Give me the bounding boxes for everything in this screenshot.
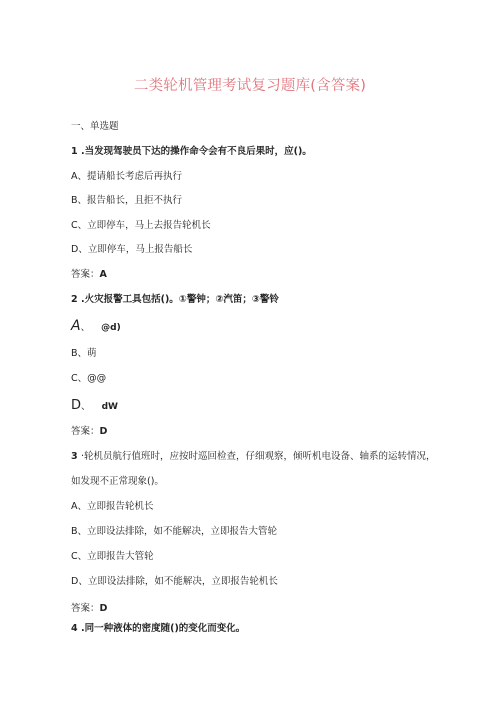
option-c: C、@@ xyxy=(71,373,107,384)
question-number: 2 xyxy=(71,294,78,305)
option-b: B、报告船长，且拒不执行 xyxy=(71,195,183,206)
question-number: 1 xyxy=(71,146,78,157)
document-title: 二类轮机管理考试复习题库(含答案) xyxy=(133,78,367,94)
section-heading: 一、单选题 xyxy=(71,121,119,132)
answer-1 xyxy=(71,269,107,281)
option-c: C、立即停车，马上去报告轮机长 xyxy=(71,220,211,231)
question-3-continued: 如发现不正常现象()。 xyxy=(71,476,164,487)
question-text: .火灾报警工具包括()。①警钟；②汽笛；③警铃 xyxy=(81,294,279,305)
answer-label: 答案： xyxy=(71,603,100,614)
answer-value: D xyxy=(99,603,108,614)
question-2 xyxy=(71,294,279,306)
option-d xyxy=(71,400,118,413)
question-4 xyxy=(71,623,245,635)
answer-label: 答案： xyxy=(71,426,100,437)
answer-2 xyxy=(71,426,107,438)
option-c: C、立即报告大管轮 xyxy=(71,551,154,562)
question-text: .当发现驾驶员下达的操作命令会有不良后果时，应()。 xyxy=(81,146,312,157)
question-3 xyxy=(71,451,436,463)
question-number: 3 xyxy=(71,451,78,462)
option-d: D、立即设法排除，如不能解决，立即报告轮机长 xyxy=(71,576,278,587)
option-a: A、提请船长考虑后再执行 xyxy=(71,171,182,182)
option-b: B、萌 xyxy=(71,348,97,359)
answer-value: D xyxy=(99,426,108,437)
question-text: ·轮机员航行值班时，应按时巡回检查，仔细观察，倾听机电设备、轴系的运转情况， xyxy=(81,451,436,462)
option-a xyxy=(71,320,121,334)
option-text: dW xyxy=(101,402,118,412)
question-1 xyxy=(71,146,312,158)
option-d: D、立即停车，马上报告船长 xyxy=(71,244,193,255)
answer-label: 答案： xyxy=(71,269,100,280)
question-text: .同一种液体的密度随()的变化而变化。 xyxy=(81,623,246,634)
option-letter: A xyxy=(71,318,81,334)
option-b: B、立即设法排除，如不能解决，立即报告大管轮 xyxy=(71,526,278,537)
option-separator: 、 xyxy=(81,401,91,412)
option-letter: D xyxy=(71,398,82,413)
option-a: A、立即报告轮机长 xyxy=(71,501,154,512)
answer-value: A xyxy=(99,269,107,280)
option-separator: 、 xyxy=(80,322,91,333)
option-text: @d) xyxy=(101,323,121,333)
question-number: 4 xyxy=(71,623,78,634)
answer-3 xyxy=(71,603,107,615)
